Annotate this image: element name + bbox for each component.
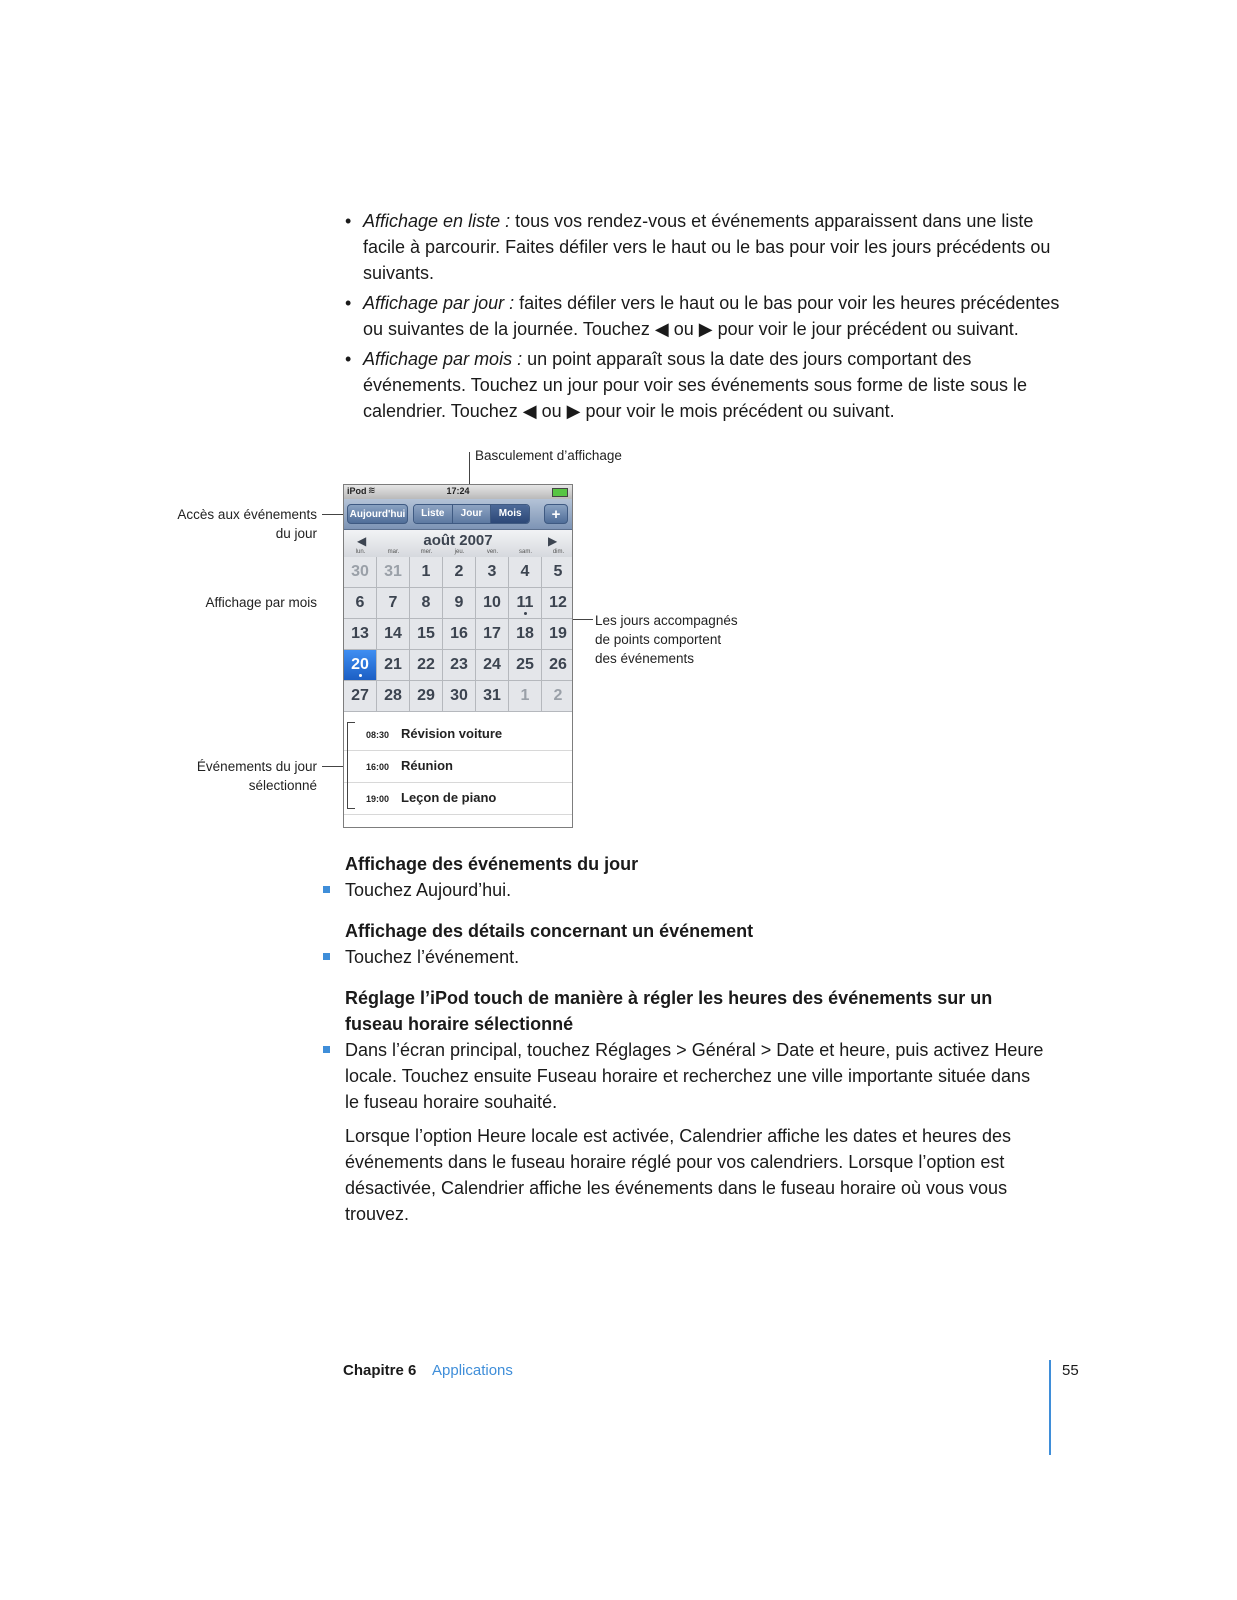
square-bullet-icon <box>323 886 330 893</box>
section-timezone <box>345 985 1045 1227</box>
square-bullet-icon <box>323 1046 330 1053</box>
day-cell[interactable]: 11 <box>509 588 542 619</box>
day-cell[interactable]: 28 <box>377 681 410 712</box>
day-cell[interactable]: 26 <box>542 650 573 681</box>
day-cell[interactable]: 17 <box>476 619 509 650</box>
day-cell[interactable]: 1 <box>509 681 542 712</box>
footer-chapter: Chapitre 6 <box>343 1362 417 1379</box>
next-month-icon[interactable]: ▶ <box>548 534 558 548</box>
event-time: 19:00 <box>366 794 390 804</box>
event-time: 08:30 <box>366 730 390 740</box>
callout-month-view: Affichage par mois <box>205 595 317 610</box>
wifi-icon: ≋ <box>368 485 376 495</box>
day-cell[interactable]: 9 <box>443 588 476 619</box>
event-row[interactable] <box>344 783 572 815</box>
day-cell[interactable]: 18 <box>509 619 542 650</box>
day-cell[interactable]: 2 <box>443 557 476 588</box>
day-cell[interactable]: 19 <box>542 619 573 650</box>
bullet-text: faites défiler vers le haut ou le bas pour voir les heures précédentes ou suivantes de la journée. Touchez ◀ ou ▶ pour voir le jour précédent ou suivant. <box>363 293 1060 339</box>
day-cell[interactable]: 27 <box>344 681 377 712</box>
carrier-label: iPod <box>347 486 367 496</box>
step-item: Touchez l’événement. <box>345 944 1060 970</box>
month-header <box>344 530 572 557</box>
bullet-term: Affichage par mois : <box>363 349 523 369</box>
day-cell[interactable]: 16 <box>443 619 476 650</box>
event-row[interactable] <box>344 719 572 751</box>
weekday-label: jeu. <box>454 549 465 555</box>
day-cell[interactable]: 1 <box>410 557 443 588</box>
bullet-list <box>345 208 1060 428</box>
day-cell[interactable]: 25 <box>509 650 542 681</box>
callout-bracket <box>347 722 348 808</box>
tab-day[interactable]: Jour <box>453 505 492 523</box>
prev-month-icon[interactable]: ◀ <box>357 534 367 548</box>
callout-dots: Les jours accompagnés de points comportent des événements <box>595 613 738 666</box>
add-event-button[interactable]: + <box>544 504 568 524</box>
month-title: août 2007 <box>423 532 493 549</box>
day-cell[interactable]: 14 <box>377 619 410 650</box>
clock: 17:24 <box>446 486 470 496</box>
toolbar <box>344 499 572 530</box>
bullet-day-view: • Affichage par jour : faites défiler vers le haut ou le bas pour voir les heures précédentes ou suivantes de la journée. Touchez ◀ ou ▶ pour voir le jour précédent ou suivant. <box>345 293 1060 339</box>
callout-toggle: Basculement d’affichage <box>475 448 622 463</box>
ipod-calendar-screen <box>343 484 573 828</box>
weekday-label: mer. <box>420 549 433 555</box>
day-cell[interactable]: 22 <box>410 650 443 681</box>
callout-today: Accès aux événements du jour <box>177 507 317 541</box>
day-cell[interactable]: 8 <box>410 588 443 619</box>
battery-icon <box>552 488 568 497</box>
day-cell[interactable]: 23 <box>443 650 476 681</box>
day-cell[interactable]: 10 <box>476 588 509 619</box>
day-cell[interactable]: 15 <box>410 619 443 650</box>
event-row[interactable] <box>344 751 572 783</box>
bullet-term: Affichage par jour : <box>363 293 515 313</box>
page-number: 55 <box>1062 1362 1079 1379</box>
day-cell[interactable]: 31 <box>377 557 410 588</box>
callout-bracket <box>347 722 355 723</box>
bullet-list-view: • Affichage en liste : tous vos rendez-vous et événements apparaissent dans une liste facile à parcourir. Faites défiler vers le haut ou le bas pour voir les jours précédents ou suivants. <box>345 211 1051 283</box>
view-switcher <box>413 504 530 524</box>
event-time: 16:00 <box>366 762 390 772</box>
day-cell[interactable]: 31 <box>476 681 509 712</box>
callout-selected-day: Événements du jour sélectionné <box>196 759 317 793</box>
day-cell[interactable]: 13 <box>344 619 377 650</box>
day-cell[interactable]: 20 <box>344 650 377 681</box>
day-cell[interactable]: 12 <box>542 588 573 619</box>
day-cell[interactable]: 3 <box>476 557 509 588</box>
today-button[interactable]: Aujourd'hui <box>347 504 408 524</box>
weekday-label: lun. <box>355 549 366 555</box>
event-name: Révision voiture <box>401 726 503 741</box>
weekday-label: dim. <box>552 549 565 555</box>
day-cell[interactable]: 4 <box>509 557 542 588</box>
footer-section-link[interactable]: Applications <box>432 1362 513 1379</box>
bullet-term: Affichage en liste : <box>363 211 511 231</box>
tab-list[interactable]: Liste <box>414 505 453 523</box>
section-heading: Affichage des événements du jour <box>345 854 639 874</box>
tab-month[interactable]: Mois <box>491 505 529 523</box>
status-bar <box>344 485 572 499</box>
section-today <box>345 851 1060 903</box>
day-cell[interactable]: 29 <box>410 681 443 712</box>
event-name: Leçon de piano <box>401 790 497 805</box>
day-cell[interactable]: 30 <box>443 681 476 712</box>
event-list <box>344 719 572 815</box>
bullet-text: un point apparaît sous la date des jours comportant des événements. Touchez un jour pour voir ses événements sous forme de liste sous le calendrier. Touchez ◀ ou ▶ pour voir le mois précédent ou suivant. <box>363 349 1028 421</box>
section-details <box>345 918 1060 970</box>
day-cell[interactable]: 30 <box>344 557 377 588</box>
day-cell[interactable]: 2 <box>542 681 573 712</box>
event-dot-icon <box>524 612 527 615</box>
day-cell[interactable]: 21 <box>377 650 410 681</box>
weekday-label: ven. <box>486 549 499 555</box>
step-item: Touchez Aujourd’hui. <box>345 877 1060 903</box>
bullet-text: tous vos rendez-vous et événements apparaissent dans une liste facile à parcourir. Faites défiler vers le haut ou le bas pour voir les jours précédents ou suivants. <box>363 211 1051 283</box>
section-heading: Réglage l’iPod touch de manière à régler les heures des événements sur un fuseau horaire sélectionné <box>345 988 993 1034</box>
square-bullet-icon <box>323 953 330 960</box>
event-dot-icon <box>359 674 362 677</box>
event-name: Réunion <box>401 758 453 773</box>
day-cell[interactable]: 5 <box>542 557 573 588</box>
weekday-label: sam. <box>518 549 532 555</box>
page-rule <box>1049 1360 1051 1455</box>
section-heading: Affichage des détails concernant un événement <box>345 921 754 941</box>
day-cell[interactable]: 24 <box>476 650 509 681</box>
day-cell[interactable]: 7 <box>377 588 410 619</box>
day-cell[interactable]: 6 <box>344 588 377 619</box>
callout-bracket <box>347 808 355 809</box>
bullet-month-view: • Affichage par mois : un point apparaît sous la date des jours comportant des événements. Touchez un jour pour voir ses événements sous forme de liste sous le calendrier. Touchez ◀ ou ▶ pour voir le mois précédent ou suivant. <box>345 349 1028 421</box>
body-paragraph: Lorsque l’option Heure locale est activée, Calendrier affiche les dates et heures des événements dans le fuseau horaire réglé pour vos calendriers. Lorsque l’option est désactivée, Calendrier affiche les événements dans le fuseau horaire où vous vous trouvez. <box>345 1126 1012 1224</box>
weekday-label: mar. <box>387 549 400 555</box>
step-item: Dans l’écran principal, touchez Réglages > Général > Date et heure, puis activez Heure locale. Touchez ensuite Fuseau horaire et recherchez une ville importante située dans le fuseau horaire souhaité. <box>345 1037 1045 1115</box>
